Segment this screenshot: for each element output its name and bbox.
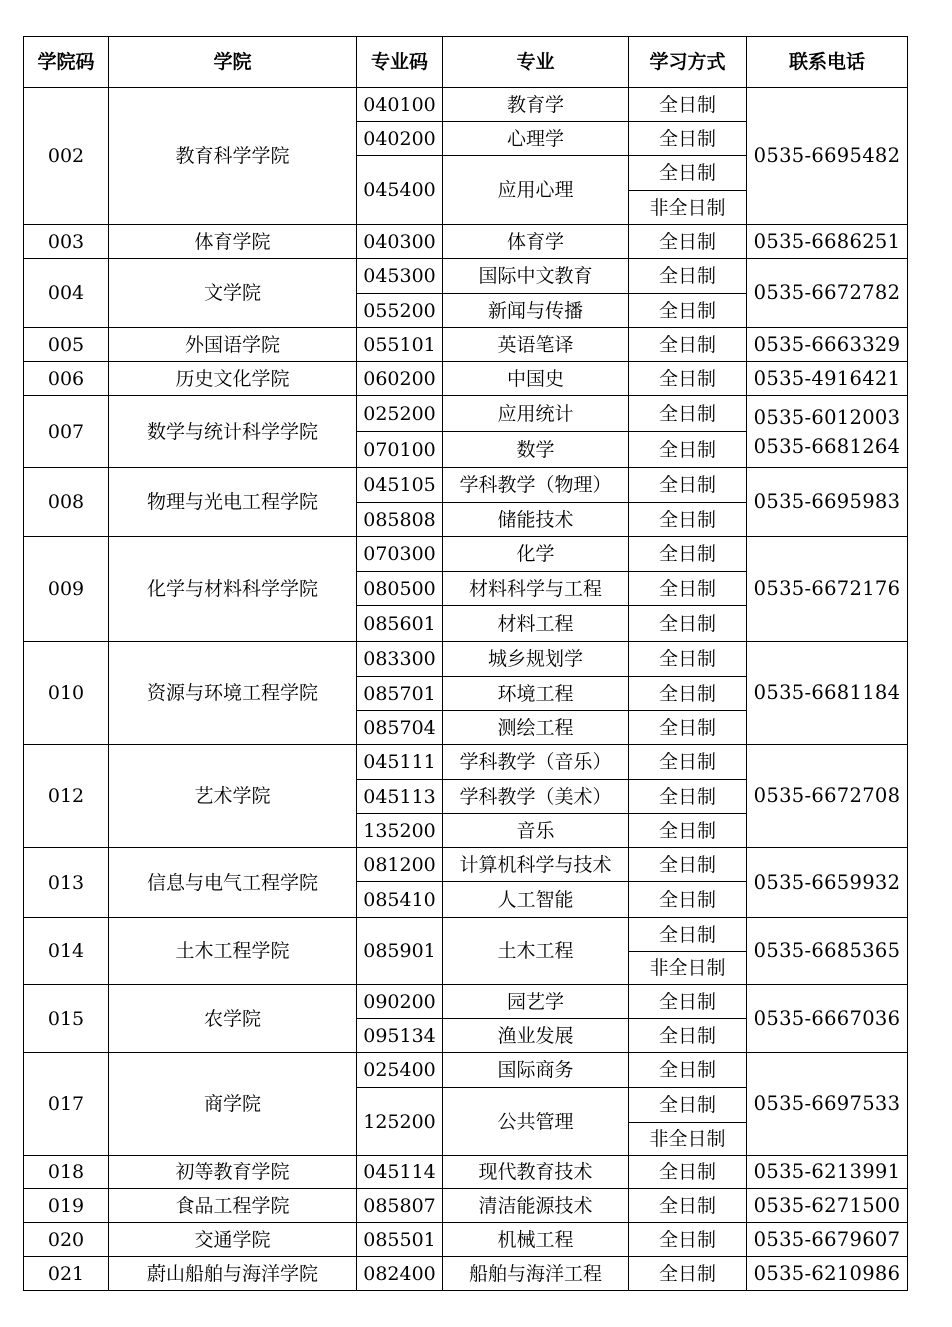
major-name: 环境工程: [443, 677, 629, 711]
study-mode: 非全日制: [629, 191, 747, 225]
contact-phone: [747, 1053, 908, 1156]
contact-phone: [747, 1223, 908, 1257]
college-code: 014: [24, 918, 109, 985]
major-code: 040300: [357, 225, 443, 259]
major-name: 音乐: [443, 814, 629, 848]
table-row: [24, 259, 908, 294]
phone-number: 0535-6210986: [753, 1261, 901, 1285]
major-code: 045300: [357, 259, 443, 294]
study-mode: 全日制: [629, 918, 747, 952]
study-mode: 全日制: [629, 225, 747, 259]
major-code: 025400: [357, 1053, 443, 1088]
college-name: 历史文化学院: [109, 362, 357, 396]
major-name: 应用统计: [443, 396, 629, 432]
college-name: 体育学院: [109, 225, 357, 259]
study-mode: 全日制: [629, 1156, 747, 1189]
phone-number: 0535-6695983: [753, 490, 901, 513]
contact-phone: [747, 1156, 908, 1189]
major-code: 040200: [357, 122, 443, 156]
major-name: 学科教学（音乐）: [443, 745, 629, 780]
major-code: 045105: [357, 468, 443, 503]
major-code: 085704: [357, 711, 443, 745]
study-mode: 全日制: [629, 711, 747, 745]
study-mode: 全日制: [629, 259, 747, 294]
study-mode: 全日制: [629, 88, 747, 122]
major-code: 045400: [357, 156, 443, 225]
major-name: 城乡规划学: [443, 642, 629, 677]
college-code: 003: [24, 225, 109, 259]
study-mode: 全日制: [629, 1088, 747, 1123]
major-name: 渔业发展: [443, 1019, 629, 1053]
college-name: 物理与光电工程学院: [109, 468, 357, 537]
study-mode: 全日制: [629, 882, 747, 918]
college-code: 020: [24, 1223, 109, 1257]
major-code: 080500: [357, 572, 443, 606]
major-code: 060200: [357, 362, 443, 396]
study-mode: 全日制: [629, 156, 747, 191]
contact-phone: [747, 328, 908, 362]
admissions-contact-table: [23, 36, 908, 1291]
study-mode: 全日制: [629, 642, 747, 677]
study-mode: 全日制: [629, 503, 747, 537]
contact-phone: [747, 985, 908, 1053]
major-code: 081200: [357, 848, 443, 882]
major-name: 人工智能: [443, 882, 629, 918]
major-code: 070300: [357, 537, 443, 572]
college-code: 008: [24, 468, 109, 537]
phone-number: 0535-6672176: [753, 577, 901, 600]
phone-number: 0535-6681184: [753, 681, 901, 704]
major-code: 082400: [357, 1257, 443, 1291]
college-code: 005: [24, 328, 109, 362]
header-college: 学院: [109, 37, 357, 88]
study-mode: 全日制: [629, 328, 747, 362]
study-mode: 全日制: [629, 468, 747, 503]
college-name: 资源与环境工程学院: [109, 642, 357, 745]
major-name: 新闻与传播: [443, 294, 629, 328]
study-mode: 全日制: [629, 572, 747, 606]
phone-number: 0535-6686251: [753, 229, 901, 253]
major-code: 085601: [357, 606, 443, 642]
table-row: [24, 1223, 908, 1257]
college-name: 数学与统计科学学院: [109, 396, 357, 468]
contact-phone: [747, 642, 908, 745]
major-name: 国际商务: [443, 1053, 629, 1088]
table-body: [24, 88, 908, 1291]
table-row: [24, 396, 908, 432]
study-mode: 全日制: [629, 432, 747, 468]
major-code: 055200: [357, 294, 443, 328]
contact-phone: [747, 259, 908, 328]
phone-number: 0535-6697533: [753, 1092, 901, 1115]
college-name: 食品工程学院: [109, 1189, 357, 1223]
phone-number: 0535-6271500: [753, 1193, 901, 1217]
major-name: 化学: [443, 537, 629, 572]
table-row: [24, 88, 908, 122]
study-mode: 全日制: [629, 1053, 747, 1088]
table-row: [24, 1053, 908, 1088]
contact-phone: [747, 1189, 908, 1223]
header-major: 专业: [443, 37, 629, 88]
table-row: [24, 1156, 908, 1189]
major-name: 教育学: [443, 88, 629, 122]
major-code: 025200: [357, 396, 443, 432]
major-code: 045114: [357, 1156, 443, 1189]
college-code: 018: [24, 1156, 109, 1189]
major-name: 计算机科学与技术: [443, 848, 629, 882]
study-mode: 全日制: [629, 780, 747, 814]
study-mode: 非全日制: [629, 952, 747, 985]
major-name: 船舶与海洋工程: [443, 1257, 629, 1291]
major-code: 085808: [357, 503, 443, 537]
phone-number: 0535-6695482: [753, 144, 901, 167]
college-code: 006: [24, 362, 109, 396]
phone-number: 0535-6667036: [753, 1006, 901, 1030]
contact-phone: [747, 745, 908, 848]
major-name: 材料工程: [443, 606, 629, 642]
major-name: 心理学: [443, 122, 629, 156]
college-name: 土木工程学院: [109, 918, 357, 985]
table-row: [24, 848, 908, 882]
major-code: 070100: [357, 432, 443, 468]
study-mode: 全日制: [629, 537, 747, 572]
college-code: 002: [24, 88, 109, 225]
college-code: 013: [24, 848, 109, 918]
major-name: 中国史: [443, 362, 629, 396]
contact-phone: [747, 362, 908, 396]
college-name: 外国语学院: [109, 328, 357, 362]
study-mode: 全日制: [629, 294, 747, 328]
major-code: 095134: [357, 1019, 443, 1053]
contact-phone: [747, 848, 908, 918]
major-code: 090200: [357, 985, 443, 1019]
phone-number: 0535-6663329: [753, 332, 901, 356]
college-name: 艺术学院: [109, 745, 357, 848]
phone-number: 0535-6213991: [753, 1160, 901, 1183]
college-name: 初等教育学院: [109, 1156, 357, 1189]
college-code: 021: [24, 1257, 109, 1291]
table-row: [24, 642, 908, 677]
college-code: 017: [24, 1053, 109, 1156]
table-row: [24, 1257, 908, 1291]
major-code: 083300: [357, 642, 443, 677]
major-name: 英语笔译: [443, 328, 629, 362]
major-name: 土木工程: [443, 918, 629, 985]
college-code: 004: [24, 259, 109, 328]
major-name: 测绘工程: [443, 711, 629, 745]
study-mode: 全日制: [629, 396, 747, 432]
college-code: 019: [24, 1189, 109, 1223]
header-major-code: 专业码: [357, 37, 443, 88]
contact-phone: [747, 918, 908, 985]
contact-phone: [747, 468, 908, 537]
contact-phone: [747, 396, 908, 468]
study-mode: 全日制: [629, 1019, 747, 1053]
major-name: 公共管理: [443, 1088, 629, 1156]
contact-phone: [747, 88, 908, 225]
major-name: 学科教学（物理）: [443, 468, 629, 503]
phone-number: 0535-6679607: [753, 1227, 901, 1251]
major-code: 085410: [357, 882, 443, 918]
college-name: 农学院: [109, 985, 357, 1053]
major-name: 学科教学（美术）: [443, 780, 629, 814]
header-college-code: 学院码: [24, 37, 109, 88]
phone-number: 0535-6672782: [753, 281, 901, 304]
major-code: 040100: [357, 88, 443, 122]
contact-phone: [747, 1257, 908, 1291]
major-name: 现代教育技术: [443, 1156, 629, 1189]
table-row: [24, 745, 908, 780]
major-code: 135200: [357, 814, 443, 848]
header-phone: 联系电话: [747, 37, 908, 88]
contact-phone: [747, 225, 908, 259]
study-mode: 全日制: [629, 1189, 747, 1223]
study-mode: 全日制: [629, 814, 747, 848]
table-row: [24, 225, 908, 259]
major-code: 045113: [357, 780, 443, 814]
phone-number: 0535-6012003: [753, 405, 901, 429]
major-name: 应用心理: [443, 156, 629, 225]
study-mode: 全日制: [629, 677, 747, 711]
study-mode: 全日制: [629, 362, 747, 396]
college-name: 交通学院: [109, 1223, 357, 1257]
major-code: 085901: [357, 918, 443, 985]
phone-number: 0535-4916421: [753, 366, 901, 390]
study-mode: 全日制: [629, 985, 747, 1019]
major-name: 园艺学: [443, 985, 629, 1019]
table-row: [24, 328, 908, 362]
major-code: 045111: [357, 745, 443, 780]
phone-number: 0535-6681264: [753, 434, 901, 458]
table-row: [24, 918, 908, 952]
major-code: 055101: [357, 328, 443, 362]
major-name: 体育学: [443, 225, 629, 259]
phone-number: 0535-6672708: [753, 784, 901, 807]
header-study-mode: 学习方式: [629, 37, 747, 88]
major-code: 085501: [357, 1223, 443, 1257]
study-mode: 全日制: [629, 606, 747, 642]
college-code: 007: [24, 396, 109, 468]
study-mode: 全日制: [629, 848, 747, 882]
major-code: 085807: [357, 1189, 443, 1223]
study-mode: 全日制: [629, 745, 747, 780]
college-name: 信息与电气工程学院: [109, 848, 357, 918]
table-row: [24, 985, 908, 1019]
phone-number: 0535-6685365: [753, 939, 901, 962]
phone-number: 0535-6659932: [753, 870, 901, 894]
college-code: 012: [24, 745, 109, 848]
study-mode: 全日制: [629, 1223, 747, 1257]
major-code: 085701: [357, 677, 443, 711]
study-mode: 全日制: [629, 122, 747, 156]
major-name: 清洁能源技术: [443, 1189, 629, 1223]
college-code: 009: [24, 537, 109, 642]
major-code: 125200: [357, 1088, 443, 1156]
major-name: 数学: [443, 432, 629, 468]
major-name: 储能技术: [443, 503, 629, 537]
college-name: 文学院: [109, 259, 357, 328]
college-code: 010: [24, 642, 109, 745]
header-row: [24, 37, 908, 88]
table-row: [24, 362, 908, 396]
table-row: [24, 468, 908, 503]
table-row: [24, 537, 908, 572]
study-mode: 全日制: [629, 1257, 747, 1291]
major-name: 国际中文教育: [443, 259, 629, 294]
college-code: 015: [24, 985, 109, 1053]
major-name: 机械工程: [443, 1223, 629, 1257]
college-name: 商学院: [109, 1053, 357, 1156]
study-mode: 非全日制: [629, 1123, 747, 1156]
college-name: 教育科学学院: [109, 88, 357, 225]
contact-phone: [747, 537, 908, 642]
table-row: [24, 1189, 908, 1223]
major-name: 材料科学与工程: [443, 572, 629, 606]
college-name: 蔚山船舶与海洋学院: [109, 1257, 357, 1291]
college-name: 化学与材料科学学院: [109, 537, 357, 642]
